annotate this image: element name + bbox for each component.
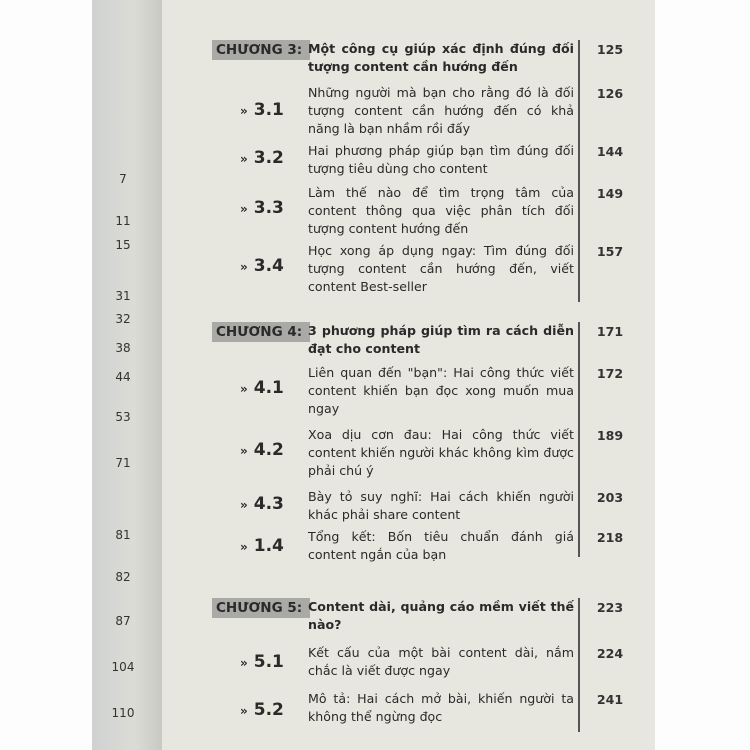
chapter-label: CHƯƠNG 3: — [212, 40, 310, 60]
left-page-number: 15 — [115, 238, 131, 252]
section-title: Mô tả: Hai cách mở bài, khiến người ta không thể ngừng đọc — [308, 691, 574, 724]
column-divider — [578, 322, 580, 557]
column-divider — [578, 40, 580, 302]
section-title: Bày tỏ suy nghĩ: Hai cách khiến người khác phải share content — [308, 489, 574, 522]
left-page-number: 104 — [111, 660, 135, 674]
page-number: 144 — [596, 144, 624, 159]
chapter-title: Một công cụ giúp xác định đúng đối tượng content cần hướng đến — [308, 41, 574, 74]
left-page-number: 53 — [115, 410, 131, 424]
section-title: Hai phương pháp giúp bạn tìm đúng đối tượng tiêu dùng cho content — [308, 143, 574, 176]
left-page-number: 110 — [111, 706, 135, 720]
page-number: 224 — [596, 646, 624, 661]
page-number: 172 — [596, 366, 624, 381]
section-number: » 4.1 — [240, 378, 284, 398]
left-page-number: 71 — [115, 456, 131, 470]
section-title: Kết cấu của một bài content dài, nắm chắc là viết được ngay — [308, 645, 574, 678]
section-title: Liên quan đến "bạn": Hai công thức viết content khiến bạn đọc xong muốn mua ngay — [308, 365, 574, 416]
page-number: 241 — [596, 692, 624, 707]
section-title: Xoa dịu cơn đau: Hai công thức viết content khiến người khác không kìm được phải chú ý — [308, 427, 574, 478]
section-title: Những người mà bạn cho rằng đó là đối tượng content cần hướng đến có khả năng là bạn nhầm rồi đấy — [308, 85, 574, 136]
left-page-number: 82 — [115, 570, 131, 584]
left-page-number: 38 — [115, 341, 131, 355]
section-number: » 4.3 — [240, 494, 284, 514]
chapter-title: 3 phương pháp giúp tìm ra cách diễn đạt cho content — [308, 323, 574, 356]
page-number: 171 — [596, 324, 624, 339]
left-page-number: 44 — [115, 370, 131, 384]
section-title: Học xong áp dụng ngay: Tìm đúng đối tượng content cần hướng đến, viết content Best-seller — [308, 243, 574, 294]
left-page-number: 32 — [115, 312, 131, 326]
page-number: 149 — [596, 186, 624, 201]
left-page-number: 7 — [119, 172, 127, 186]
chapter-title: Content dài, quảng cáo mềm viết thế nào? — [308, 599, 574, 632]
section-number: » 3.4 — [240, 256, 284, 276]
left-page-number: 31 — [115, 289, 131, 303]
page-number: 157 — [596, 244, 624, 259]
section-number: » 5.2 — [240, 700, 284, 720]
section-number: » 4.2 — [240, 440, 284, 460]
section-number: » 3.1 — [240, 100, 284, 120]
page-number: 218 — [596, 530, 624, 545]
page-number: 126 — [596, 86, 624, 101]
section-number: » 3.3 — [240, 198, 284, 218]
section-title: Tổng kết: Bốn tiêu chuẩn đánh giá content ngắn của bạn — [308, 529, 574, 562]
section-number: » 3.2 — [240, 148, 284, 168]
page-number: 223 — [596, 600, 624, 615]
section-number: » 1.4 — [240, 536, 284, 556]
left-page-number: 81 — [115, 528, 131, 542]
section-title: Làm thế nào để tìm trọng tâm của content thông qua việc phân tích đối tượng content hướng đến — [308, 185, 574, 236]
page-number: 203 — [596, 490, 624, 505]
column-divider — [578, 598, 580, 732]
chapter-label: CHƯƠNG 5: — [212, 598, 310, 618]
page-number: 125 — [596, 42, 624, 57]
left-page-number: 11 — [115, 214, 131, 228]
page-number: 189 — [596, 428, 624, 443]
left-page-number: 87 — [115, 614, 131, 628]
section-number: » 5.1 — [240, 652, 284, 672]
chapter-label: CHƯƠNG 4: — [212, 322, 310, 342]
